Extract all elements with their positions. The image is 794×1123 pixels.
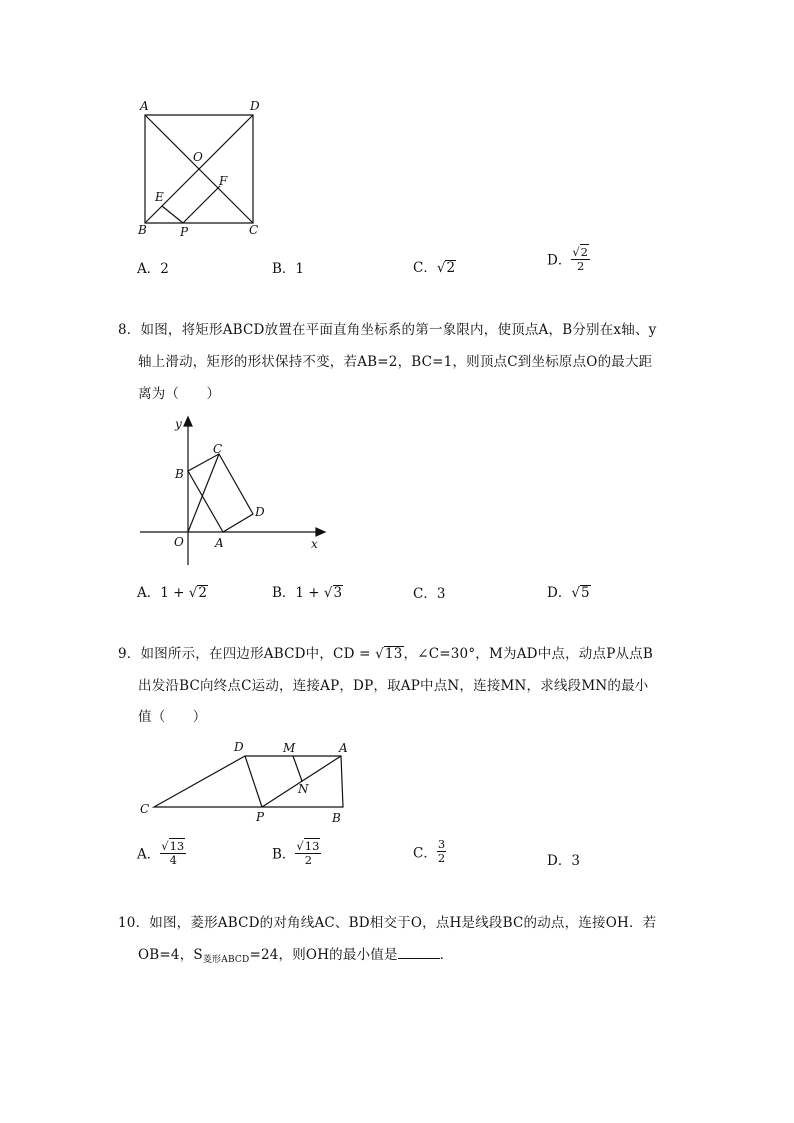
sqrt-symbol: √ [571,585,580,601]
q9-line-1-b: ，∠C=30°，M为AD中点，动点P从点B [403,646,653,662]
q9-label-p: P [256,810,265,824]
q8-option-b-radicand: 3 [333,585,343,601]
q7-option-c-prefix: C． [413,260,437,276]
q8-option-a-lead: 1 + [160,585,189,601]
q9-option-a-den: 4 [169,853,177,867]
q10-line-2-sub: 菱形ABCD [202,955,250,965]
q9-option-b-prefix: B． [272,846,296,863]
q9-option-c-den: 2 [437,851,446,865]
q7-option-a-value: 2 [160,261,169,277]
q8-label-y: y [175,417,182,431]
q9-option-b-den: 2 [304,853,313,867]
q7-label-f: F [219,174,228,188]
q9-option-c[interactable] [413,838,446,865]
q7-option-d[interactable] [547,244,590,273]
fraction-numerator: √2 [572,245,588,259]
q8-line-3: 离为（ ） [138,386,221,402]
q7-label-b: B [138,223,147,237]
q7-segment-pf [183,186,220,223]
fraction-numerator: √13 [296,839,320,853]
q8-option-c-prefix: C． [413,586,437,602]
q9-label-c: C [140,802,150,816]
q7-option-a[interactable] [137,257,169,277]
q8-option-c[interactable] [413,582,445,602]
fraction-numerator: √13 [161,839,185,853]
q7-option-b-prefix: B． [272,261,296,277]
q9-line-1-radicand: 13 [384,646,403,662]
q8-label-x: x [311,537,318,551]
q8-option-d[interactable] [547,581,591,601]
q8-segment-oc [188,454,219,532]
q10-line-2-end: ． [439,947,454,963]
q9-segment-dp [245,756,262,807]
q8-option-a-prefix: A． [137,585,161,601]
q9-label-b: B [332,811,341,825]
q9-option-b[interactable] [272,838,321,867]
q9-option-a-num-radicand: 13 [169,839,185,853]
sqrt-symbol: √ [323,585,333,601]
q7-segment-pe [162,206,183,223]
q8-option-d-prefix: D． [547,585,572,601]
q9-option-c-num: 3 [437,837,446,851]
q9-label-d: D [234,740,244,754]
q8-option-a[interactable] [137,581,208,601]
q7-option-b-value: 1 [295,261,305,277]
q7-label-c: C [249,223,259,237]
q7-figure [130,95,280,245]
sqrt-symbol: √ [436,260,446,276]
q8-figure [135,410,335,570]
sqrt-symbol: √ [188,585,198,601]
q9-option-a[interactable] [137,838,186,867]
q7-option-c-radicand: 2 [446,260,456,276]
q8-line-2: 轴上滑动，矩形的形状保持不变，若AB=2，BC=1，则顶点C到坐标原点O的最大距 [138,354,653,370]
q10-line-2-a: OB=4，S [138,947,203,963]
q9-line-1 [118,638,653,670]
q8-line-1: 8．如图，将矩形ABCD放置在平面直角坐标系的第一象限内，使顶点A，B分别在x轴、y [118,322,657,338]
q8-x-arrow [316,528,325,536]
q8-option-b-prefix: B． [272,585,296,601]
q10-answer-blank[interactable] [398,944,440,959]
q9-segment-mn [293,756,302,781]
q9-option-c-prefix: C． [413,845,437,862]
q10-line-2-b: =24，则OH的最小值是 [249,947,398,963]
q7-label-d: D [250,99,260,113]
q9-line-3: 值（ ） [138,709,207,725]
q9-option-d-prefix: D． [547,853,572,869]
q7-label-a: A [140,99,149,113]
q8-y-arrow [184,417,192,426]
q7-option-d-prefix: D． [547,252,572,269]
q7-label-o: O [193,150,203,164]
q9-option-b-num-radicand: 13 [304,839,320,853]
q7-option-b[interactable] [272,257,304,277]
q7-option-c[interactable] [413,256,456,276]
q8-label-o: O [174,535,184,549]
q7-label-e: E [155,190,164,204]
q9-option-b-fraction [295,838,321,867]
q9-line-2: 出发沿BC向终点C运动，连接AP，DP，取AP中点N，连接MN，求线段MN的最小 [138,678,649,694]
q9-option-a-prefix: A． [137,846,161,863]
q7-option-a-prefix: A． [137,261,161,277]
q9-label-m: M [283,741,296,755]
q10-line-2 [138,939,453,976]
q8-option-b[interactable] [272,581,343,601]
q7-option-d-fraction [571,244,590,273]
q7-label-p: P [180,225,189,239]
q8-label-b: B [175,467,184,481]
q8-label-c: C [213,442,223,456]
q7-option-d-num-radicand: 2 [580,245,588,259]
q9-line-1-a: 9．如图所示，在四边形ABCD中，CD = [118,646,376,662]
q8-option-c-value: 3 [436,586,446,602]
q8-label-a: A [215,536,224,550]
q9-option-d[interactable] [547,849,580,869]
q8-label-d: D [255,505,265,519]
q7-option-d-den: 2 [576,259,585,273]
q9-option-c-fraction [437,838,446,865]
q8-option-d-radicand: 5 [580,585,590,601]
q8-option-a-radicand: 2 [198,585,207,601]
q9-label-a: A [339,741,348,755]
q9-option-a-fraction [160,838,186,867]
q9-option-d-value: 3 [571,853,580,869]
q9-label-n: N [298,782,309,796]
sqrt-symbol: √ [375,646,384,662]
q9-quadrilateral [154,756,343,807]
q10-line-1: 10．如图，菱形ABCD的对角线AC、BD相交于O，点H是线段BC的动点，连接OH．若 [118,915,657,931]
q8-rectangle [188,454,253,532]
q9-figure [135,735,365,830]
q8-option-b-lead: 1 + [295,585,324,601]
